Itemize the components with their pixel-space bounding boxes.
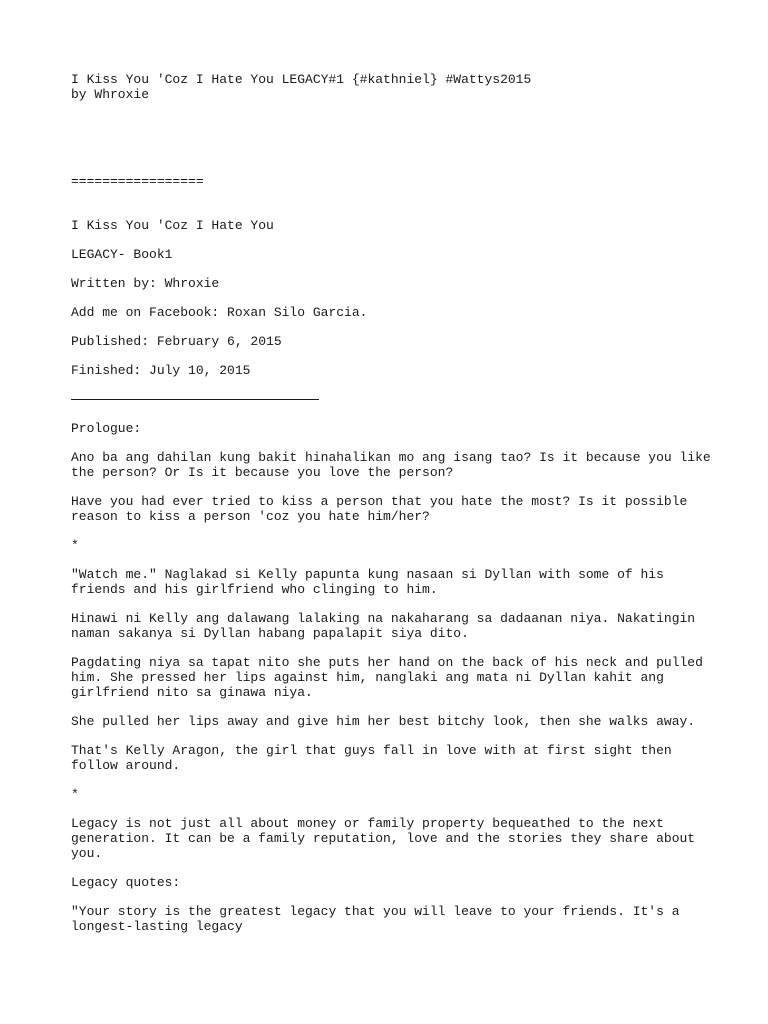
author-byline: by Whroxie <box>71 87 150 102</box>
prologue-section <box>71 421 719 934</box>
series-label: LEGACY- Book1 <box>71 247 173 262</box>
equals-separator: ================= <box>71 174 204 189</box>
prologue-heading: Prologue: <box>71 421 142 436</box>
book-metadata <box>71 218 711 378</box>
document-body <box>71 72 719 948</box>
book-title: I Kiss You 'Coz I Hate You <box>71 218 274 233</box>
paragraph: Pagdating niya sa tapat nito she puts her hand on the back of his neck and pulled him. She pressed her lips against him, nanglaki ang mata ni Dyllan kahit ang girlfriend nito sa ginawa niya. <box>71 655 711 700</box>
finished-date: Finished: July 10, 2015 <box>71 363 251 378</box>
horizontal-rule <box>71 399 319 400</box>
published-date: Published: February 6, 2015 <box>71 334 282 349</box>
paragraph: She pulled her lips away and give him her best bitchy look, then she walks away. <box>71 714 696 729</box>
asterisk-divider: * <box>71 787 79 802</box>
paragraph: Ano ba ang dahilan kung bakit hinahalikan mo ang isang tao? Is it because you like the person? Or Is it because you love the person? <box>71 450 719 480</box>
paragraph: "Your story is the greatest legacy that you will leave to your friends. It's a longest-lasting legacy <box>71 904 688 934</box>
facebook-line: Add me on Facebook: Roxan Silo Garcia. <box>71 305 368 320</box>
document-header <box>71 72 711 102</box>
paragraph: Have you had ever tried to kiss a person that you hate the most? Is it possible reason to kiss a person 'coz you hate him/her? <box>71 494 696 524</box>
paragraph: Legacy is not just all about money or family property bequeathed to the next generation. It can be a family reputation, love and the stories they share about you. <box>71 816 703 861</box>
paragraph: "Watch me." Naglakad si Kelly papunta kung nasaan si Dyllan with some of his friends and his girlfriend who clinging to him. <box>71 567 672 597</box>
document-title: I Kiss You 'Coz I Hate You LEGACY#1 {#kathniel} #Wattys2015 <box>71 72 532 87</box>
asterisk-divider: * <box>71 538 79 553</box>
quotes-heading: Legacy quotes: <box>71 875 181 890</box>
separator-block <box>71 174 711 189</box>
paragraph: Hinawi ni Kelly ang dalawang lalaking na nakaharang sa dadaanan niya. Nakatingin naman sakanya si Dyllan habang papalapit siya dito. <box>71 611 703 641</box>
paragraph: That's Kelly Aragon, the girl that guys fall in love with at first sight then follow around. <box>71 743 680 773</box>
written-by: Written by: Whroxie <box>71 276 220 291</box>
